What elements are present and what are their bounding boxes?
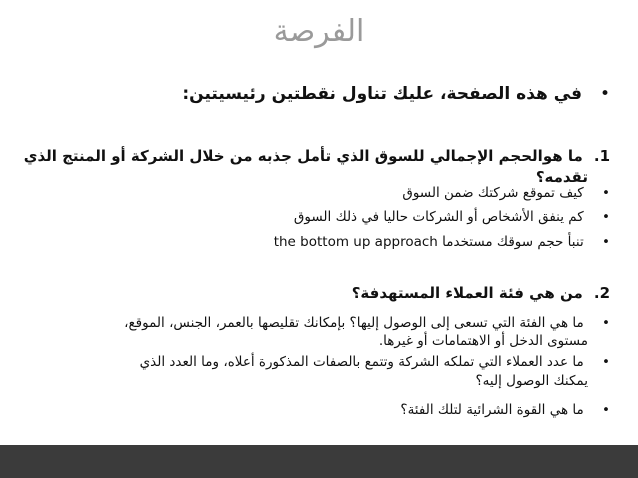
section-1-item-text: تنبأ حجم سوقك مستخدما the bottom up approach [273,234,584,250]
section-2-item-line1: ما هي الفئة التي تسعى إلى الوصول إليها؟ بإمكانك تقليصها بالعمر، الجنس، الموقع، [124,315,584,331]
bullet-icon: • [602,315,610,331]
slide-title: الفرصة [273,14,365,49]
section-1-number: 1. [593,147,610,165]
section-2-item [20,313,610,333]
section-2-number: 2. [593,284,610,302]
section-1-heading [20,146,610,167]
section-2-item-line2: مستوى الدخل أو الاهتمامات أو غيرها. [378,333,588,349]
bullet-icon: • [602,185,610,201]
section-1-item [20,232,610,252]
section-1-item-text: كيف تموقع شركتك ضمن السوق [402,185,584,201]
section-2-item-line2: يمكنك الوصول إليه؟ [475,373,588,389]
section-2-item-cont [0,371,588,391]
section-2-heading-text: من هي فئة العملاء المستهدفة؟ [351,284,583,302]
section-1-line2: تقدمه؟ [535,168,588,186]
main-bullet [30,84,610,104]
section-1-item-text: كم ينفق الأشخاص أو الشركات حاليا في ذلك السوق [293,209,584,225]
footer-bar [0,445,638,478]
section-2-heading [20,283,610,304]
bullet-icon: • [602,234,610,250]
section-1-item [20,183,610,203]
section-1-item [20,207,610,227]
bullet-icon: • [602,354,610,370]
section-2-item [20,352,610,372]
main-bullet-text: في هذه الصفحة، عليك تناول نقطتين رئيسيتين: [182,84,583,104]
section-2-item-line1: ما هي القوة الشرائية لتلك الفئة؟ [400,402,584,418]
bullet-icon: • [599,84,610,104]
bullet-icon: • [602,402,610,418]
section-2-item [20,400,610,420]
section-2-item-line1: ما عدد العملاء التي تملكه الشركة وتتمع بالصفات المذكورة أعلاه، وما العدد الذي [139,354,584,370]
section-1-line1: ما هوالحجم الإجمالي للسوق الذي تأمل جذبه من خلال الشركة أو المنتج الذي [23,147,583,165]
bullet-icon: • [602,209,610,225]
section-2-item-cont [0,331,588,351]
